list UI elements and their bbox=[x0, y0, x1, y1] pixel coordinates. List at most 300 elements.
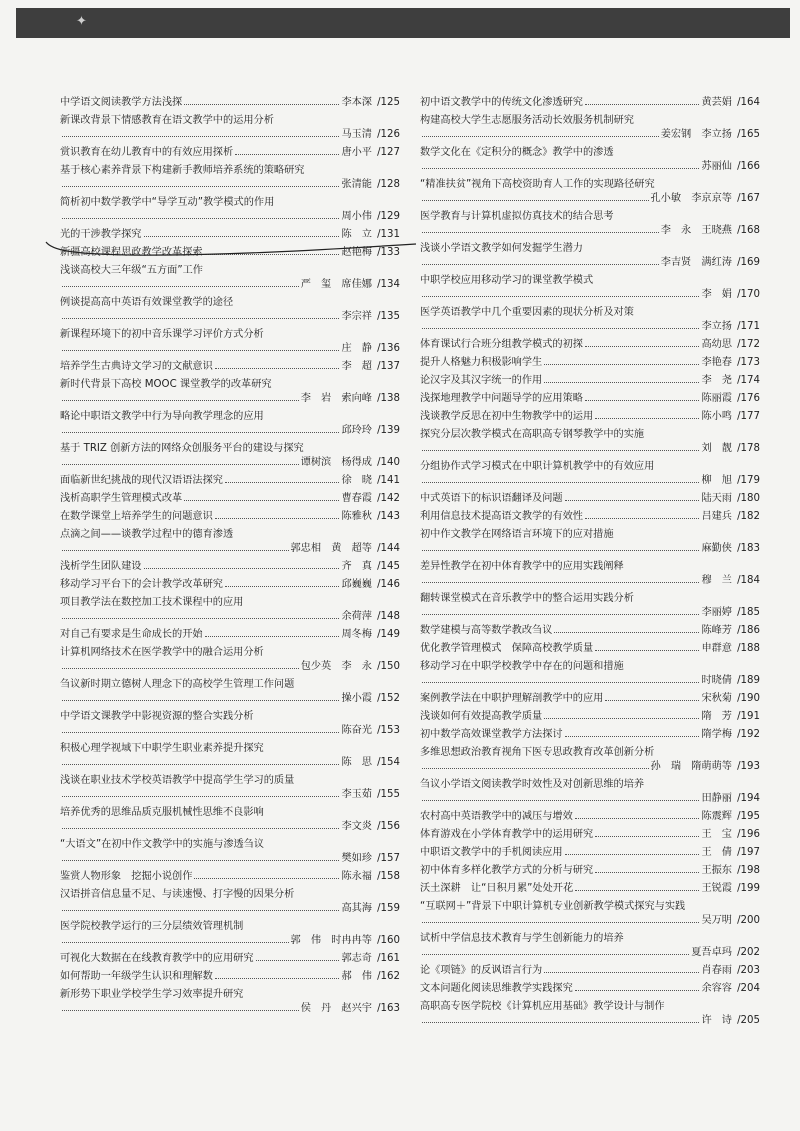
entry-title: 差异性教学在初中体育教学中的应用实践阐释 bbox=[420, 561, 624, 572]
dot-leader bbox=[215, 977, 340, 979]
toc-entry bbox=[420, 528, 760, 556]
entry-page: /194 bbox=[737, 793, 760, 804]
entry-author-row bbox=[60, 788, 400, 802]
entry-title: 对自己有要求是生命成长的开始 bbox=[60, 629, 203, 640]
entry-author: 柳 旭 bbox=[701, 475, 732, 486]
entry-page: /188 bbox=[737, 643, 760, 654]
entry-author: 齐 真 bbox=[341, 561, 372, 572]
entry-author-row bbox=[60, 392, 400, 406]
entry-author: 陈峰芳 bbox=[701, 625, 732, 636]
entry-row bbox=[60, 870, 400, 884]
toc-entry bbox=[60, 114, 400, 142]
entry-author: 徐 晓 bbox=[341, 475, 372, 486]
entry-author: 高其海 bbox=[341, 903, 372, 914]
entry-author-row bbox=[60, 542, 400, 556]
toc-entry bbox=[60, 920, 400, 948]
entry-row bbox=[420, 964, 760, 978]
entry-author: 余荷萍 bbox=[341, 611, 372, 622]
toc-entry bbox=[420, 114, 760, 142]
entry-page: /197 bbox=[737, 847, 760, 858]
entry-author-row bbox=[420, 160, 760, 174]
dot-leader bbox=[62, 795, 339, 797]
entry-page: /137 bbox=[377, 361, 400, 372]
dot-leader bbox=[422, 295, 699, 297]
entry-title: 例谈提高高中英语有效课堂教学的途径 bbox=[60, 297, 234, 308]
entry-title: 计算机网络技术在医学教学中的融合运用分析 bbox=[60, 647, 264, 658]
toc-entry bbox=[420, 778, 760, 806]
dot-leader bbox=[225, 481, 339, 483]
entry-title: 略论中职语文教学中行为导向教学理念的应用 bbox=[60, 411, 264, 422]
toc-entry bbox=[60, 410, 400, 438]
toc-entry bbox=[60, 678, 400, 706]
dot-leader bbox=[62, 135, 339, 137]
entry-title: 医学教育与计算机虚拟仿真技术的结合思考 bbox=[420, 211, 614, 222]
toc-entry bbox=[420, 492, 760, 506]
entry-page: /202 bbox=[737, 947, 760, 958]
entry-author: 郝 伟 bbox=[341, 971, 372, 982]
entry-page: /152 bbox=[377, 693, 400, 704]
entry-page: /159 bbox=[377, 903, 400, 914]
entry-author: 孙 瑞 隋萌萌等 bbox=[650, 761, 732, 772]
dot-leader bbox=[62, 617, 339, 619]
entry-title: 体育游戏在小学体育教学中的运用研究 bbox=[420, 829, 594, 840]
toc-entry bbox=[420, 882, 760, 896]
entry-page: /189 bbox=[737, 675, 760, 686]
entry-title: 体育课试行合班分组教学模式的初探 bbox=[420, 339, 583, 350]
entry-author: 刘 靓 bbox=[701, 443, 732, 454]
dot-leader bbox=[62, 549, 289, 551]
entry-page: /205 bbox=[737, 1015, 760, 1026]
entry-author: 陈雅秋 bbox=[341, 511, 372, 522]
entry-page: /142 bbox=[377, 493, 400, 504]
entry-author: 田静丽 bbox=[701, 793, 732, 804]
entry-page: /149 bbox=[377, 629, 400, 640]
entry-title: 光的干涉教学探究 bbox=[60, 229, 142, 240]
entry-author: 王 宝 bbox=[701, 829, 732, 840]
toc-entry bbox=[420, 846, 760, 860]
toc-entry bbox=[60, 596, 400, 624]
entry-page: /199 bbox=[737, 883, 760, 894]
entry-row bbox=[420, 96, 760, 110]
dot-leader bbox=[422, 1021, 699, 1023]
entry-author: 麻勤侠 bbox=[701, 543, 732, 554]
toc-entry bbox=[60, 96, 400, 110]
entry-row bbox=[60, 560, 400, 574]
dot-leader bbox=[422, 327, 699, 329]
toc-entry bbox=[420, 624, 760, 638]
entry-author: 谭树滨 杨得成 bbox=[300, 457, 372, 468]
entry-row bbox=[420, 882, 760, 896]
entry-author-row bbox=[60, 756, 400, 770]
entry-author: 宋秋菊 bbox=[701, 693, 732, 704]
entry-title: 试析中学信息技术教育与学生创新能力的培养 bbox=[420, 933, 624, 944]
entry-title: 多维思想政治教育视角下医专思政教育改革创新分析 bbox=[420, 747, 655, 758]
toc-entry bbox=[420, 810, 760, 824]
dot-leader bbox=[575, 817, 700, 819]
entry-author-row bbox=[60, 456, 400, 470]
dot-leader bbox=[544, 381, 699, 383]
entry-author: 李吉贤 满红涛 bbox=[660, 257, 732, 268]
entry-title: “互联网＋”背景下中职计算机专业创新教学模式探究与实践 bbox=[420, 901, 686, 912]
dot-leader bbox=[422, 921, 699, 923]
entry-page: /198 bbox=[737, 865, 760, 876]
entry-author-row bbox=[420, 128, 760, 142]
dot-leader bbox=[585, 103, 699, 105]
entry-title: 农村高中英语教学中的减压与增效 bbox=[420, 811, 573, 822]
toc-entry bbox=[420, 592, 760, 620]
entry-title: 汉语拼音信息量不足、与读速慢、打字慢的因果分析 bbox=[60, 889, 295, 900]
entry-title: 初中作文教学在网络语言环境下的应对措施 bbox=[420, 529, 614, 540]
entry-page: /200 bbox=[737, 915, 760, 926]
dot-leader bbox=[62, 399, 299, 401]
entry-author: 周小伟 bbox=[341, 211, 372, 222]
entry-title: 浅探地理教学中问题导学的应用策略 bbox=[420, 393, 583, 404]
entry-author: 孔小敏 李京京等 bbox=[650, 193, 732, 204]
entry-title: “大语文”在初中作文教学中的实施与渗透刍议 bbox=[60, 839, 265, 850]
toc-entry bbox=[60, 774, 400, 802]
entry-title: 初中数学高效课堂教学方法探讨 bbox=[420, 729, 563, 740]
entry-row bbox=[420, 624, 760, 638]
entry-page: /143 bbox=[377, 511, 400, 522]
entry-page: /204 bbox=[737, 983, 760, 994]
entry-author: 李本深 bbox=[341, 97, 372, 108]
entry-author-row bbox=[60, 1002, 400, 1016]
dot-leader bbox=[62, 1009, 299, 1011]
entry-author: 邱玲玲 bbox=[341, 425, 372, 436]
entry-title: 论《项链》的反讽语言行为 bbox=[420, 965, 543, 976]
entry-author: 李立扬 bbox=[701, 321, 732, 332]
entry-author: 张清能 bbox=[341, 179, 372, 190]
dot-leader bbox=[62, 859, 339, 861]
entry-title: 文本问题化阅读思维教学实践探究 bbox=[420, 983, 573, 994]
toc-entry bbox=[60, 328, 400, 356]
entry-title: 简析初中数学教学中“导学互动”教学模式的作用 bbox=[60, 197, 275, 208]
toc-entry bbox=[420, 242, 760, 270]
entry-page: /126 bbox=[377, 129, 400, 140]
toc-entry bbox=[60, 264, 400, 292]
entry-author-row bbox=[420, 760, 760, 774]
entry-title: 分组协作式学习模式在中职计算机教学中的有效应用 bbox=[420, 461, 655, 472]
entry-page: /158 bbox=[377, 871, 400, 882]
entry-author: 邱巍巍 bbox=[341, 579, 372, 590]
entry-author: 李 永 王晓燕 bbox=[660, 225, 732, 236]
toc-entry bbox=[60, 528, 400, 556]
entry-author: 马玉清 bbox=[341, 129, 372, 140]
entry-page: /139 bbox=[377, 425, 400, 436]
toc-entry bbox=[420, 828, 760, 842]
toc-entry bbox=[60, 838, 400, 866]
entry-author: 时晓倩 bbox=[701, 675, 732, 686]
dot-leader bbox=[184, 499, 339, 501]
entry-title: 医学院校教学运行的三分层绩效管理机制 bbox=[60, 921, 244, 932]
entry-author-row bbox=[60, 424, 400, 438]
entry-title: 如何帮助一年级学生认识和理解数 bbox=[60, 971, 213, 982]
entry-author: 许 诗 bbox=[701, 1015, 732, 1026]
entry-title: 中学语文课教学中影视资源的整合实践分析 bbox=[60, 711, 254, 722]
entry-author: 侯 丹 赵兴宇 bbox=[300, 1003, 372, 1014]
entry-title: 积极心理学视域下中职学生职业素养提升探究 bbox=[60, 743, 264, 754]
entry-author-row bbox=[420, 474, 760, 488]
entry-title: 新形势下职业学校学生学习效率提升研究 bbox=[60, 989, 244, 1000]
entry-author: 李丽婷 bbox=[701, 607, 732, 618]
entry-title: 可视化大数据在在线教育教学中的应用研究 bbox=[60, 953, 254, 964]
entry-page: /154 bbox=[377, 757, 400, 768]
entry-author-row bbox=[60, 692, 400, 706]
entry-title: 浅谈教学反思在初中生物教学中的运用 bbox=[420, 411, 594, 422]
entry-author-row bbox=[60, 178, 400, 192]
entry-page: /161 bbox=[377, 953, 400, 964]
entry-author: 严 玺 席佳娜 bbox=[300, 279, 372, 290]
toc-entry bbox=[420, 428, 760, 456]
entry-row bbox=[420, 828, 760, 842]
dot-leader bbox=[62, 731, 339, 733]
dot-leader bbox=[575, 989, 700, 991]
dot-leader bbox=[422, 767, 649, 769]
toc-entry bbox=[60, 870, 400, 884]
entry-author-row bbox=[60, 210, 400, 224]
toc-entry bbox=[60, 146, 400, 160]
entry-author: 王振东 bbox=[701, 865, 732, 876]
toc-right-column bbox=[420, 96, 760, 1032]
entry-page: /190 bbox=[737, 693, 760, 704]
entry-page: /186 bbox=[737, 625, 760, 636]
toc-entry bbox=[60, 970, 400, 984]
entry-author-row bbox=[60, 724, 400, 738]
toc-entry bbox=[420, 982, 760, 996]
dot-leader bbox=[585, 345, 699, 347]
toc-entry bbox=[60, 492, 400, 506]
entry-row bbox=[60, 146, 400, 160]
toc-entry bbox=[60, 628, 400, 642]
toc-entry bbox=[60, 710, 400, 738]
dot-leader bbox=[422, 481, 699, 483]
entry-author: 李 尧 bbox=[701, 375, 732, 386]
toc-entry bbox=[420, 510, 760, 524]
entry-row bbox=[420, 710, 760, 724]
entry-page: /153 bbox=[377, 725, 400, 736]
entry-page: /164 bbox=[737, 97, 760, 108]
entry-author: 余容容 bbox=[701, 983, 732, 994]
entry-row bbox=[420, 510, 760, 524]
entry-title: 中职学校应用移动学习的课堂教学模式 bbox=[420, 275, 594, 286]
dot-leader bbox=[194, 877, 339, 879]
entry-author-row bbox=[420, 946, 760, 960]
entry-page: /128 bbox=[377, 179, 400, 190]
dot-leader bbox=[565, 499, 700, 501]
dot-leader bbox=[422, 231, 659, 233]
dot-leader bbox=[62, 699, 339, 701]
entry-author-row bbox=[420, 320, 760, 334]
entry-page: /129 bbox=[377, 211, 400, 222]
toc-entry bbox=[420, 642, 760, 656]
entry-author: 陈 立 bbox=[341, 229, 372, 240]
entry-page: /185 bbox=[737, 607, 760, 618]
entry-page: /150 bbox=[377, 661, 400, 672]
entry-author-row bbox=[60, 342, 400, 356]
entry-title: 刍议小学语文阅读教学时效性及对创新思维的培养 bbox=[420, 779, 645, 790]
scan-corner-mark: ✦ bbox=[76, 14, 87, 29]
entry-title: 案例教学法在中职护理解剖教学中的应用 bbox=[420, 693, 604, 704]
entry-author-row bbox=[420, 256, 760, 270]
toc-entry bbox=[420, 306, 760, 334]
toc-entry bbox=[420, 1000, 760, 1028]
entry-title: 赏识教育在幼儿教育中的有效应用探析 bbox=[60, 147, 234, 158]
entry-page: /148 bbox=[377, 611, 400, 622]
entry-title: 基于核心素养背景下构建新手教师培养系统的策略研究 bbox=[60, 165, 305, 176]
toc-entry bbox=[420, 728, 760, 742]
entry-page: /182 bbox=[737, 511, 760, 522]
entry-page: /146 bbox=[377, 579, 400, 590]
entry-page: /191 bbox=[737, 711, 760, 722]
entry-page: /183 bbox=[737, 543, 760, 554]
entry-author: 李艳春 bbox=[701, 357, 732, 368]
entry-page: /131 bbox=[377, 229, 400, 240]
entry-page: /192 bbox=[737, 729, 760, 740]
entry-page: /171 bbox=[737, 321, 760, 332]
entry-page: /177 bbox=[737, 411, 760, 422]
entry-author-row bbox=[60, 934, 400, 948]
entry-title: 培养学生古典诗文学习的文献意识 bbox=[60, 361, 213, 372]
entry-page: /134 bbox=[377, 279, 400, 290]
dot-leader bbox=[575, 889, 699, 891]
dot-leader bbox=[62, 763, 339, 765]
dot-leader bbox=[422, 199, 649, 201]
entry-author: 姜宏钢 李立扬 bbox=[660, 129, 732, 140]
entry-row bbox=[60, 970, 400, 984]
entry-author-row bbox=[420, 288, 760, 302]
entry-author-row bbox=[420, 574, 760, 588]
toc-entry bbox=[420, 746, 760, 774]
dot-leader bbox=[585, 517, 699, 519]
entry-author-row bbox=[60, 820, 400, 834]
dot-leader bbox=[62, 941, 289, 943]
dot-leader bbox=[62, 463, 299, 465]
dot-leader bbox=[144, 567, 340, 569]
entry-title: 基于 TRIZ 创新方法的网络众创服务平台的建设与探究 bbox=[60, 443, 304, 454]
entry-author: 王 倩 bbox=[701, 847, 732, 858]
toc-entry bbox=[420, 660, 760, 688]
toc-entry bbox=[420, 96, 760, 110]
entry-title: 提升人格魅力积极影响学生 bbox=[420, 357, 543, 368]
entry-author: 李文炎 bbox=[341, 821, 372, 832]
toc-entry bbox=[60, 474, 400, 488]
dot-leader bbox=[422, 135, 659, 137]
entry-page: /203 bbox=[737, 965, 760, 976]
dot-leader bbox=[595, 871, 699, 873]
entry-title: 中学语文阅读教学方法浅探 bbox=[60, 97, 183, 108]
entry-author: 隋学梅 bbox=[701, 729, 732, 740]
entry-author-row bbox=[420, 674, 760, 688]
entry-title: 中职语文教学中的手机阅读应用 bbox=[420, 847, 563, 858]
entry-author: 唐小平 bbox=[341, 147, 372, 158]
toc-entry bbox=[420, 692, 760, 706]
entry-title: 新课改背景下情感教育在语文教学中的运用分析 bbox=[60, 115, 274, 126]
entry-author: 李 超 bbox=[341, 361, 372, 372]
entry-title: 移动学习平台下的会计教学改革研究 bbox=[60, 579, 223, 590]
entry-page: /162 bbox=[377, 971, 400, 982]
toc-entry bbox=[420, 146, 760, 174]
entry-title: 利用信息技术提高语文教学的有效性 bbox=[420, 511, 583, 522]
toc-entry bbox=[420, 374, 760, 388]
entry-title: 探究分层次教学模式在高职高专钢琴教学中的实施 bbox=[420, 429, 645, 440]
dot-leader bbox=[62, 185, 339, 187]
entry-author-row bbox=[420, 442, 760, 456]
dot-leader bbox=[595, 835, 699, 837]
entry-page: /168 bbox=[737, 225, 760, 236]
entry-page: /176 bbox=[737, 393, 760, 404]
toc-entry bbox=[60, 806, 400, 834]
entry-author: 李 岩 索向峰 bbox=[300, 393, 372, 404]
entry-page: /167 bbox=[737, 193, 760, 204]
entry-title: 论汉字及其汉字统一的作用 bbox=[420, 375, 543, 386]
entry-author: 包少英 李 永 bbox=[300, 661, 372, 672]
toc-entry bbox=[60, 378, 400, 406]
entry-row bbox=[60, 952, 400, 966]
entry-author: 郭忠相 黄 超等 bbox=[290, 543, 372, 554]
entry-page: /144 bbox=[377, 543, 400, 554]
dot-leader bbox=[422, 581, 699, 583]
dot-leader bbox=[184, 103, 339, 105]
entry-page: /160 bbox=[377, 935, 400, 946]
toc-entry bbox=[60, 988, 400, 1016]
entry-author: 隋 芳 bbox=[701, 711, 732, 722]
dot-leader bbox=[62, 317, 339, 319]
dot-leader bbox=[215, 367, 340, 369]
entry-author: 庄 静 bbox=[341, 343, 372, 354]
entry-title: 浅谈在职业技术学校英语教学中提高学生学习的质量 bbox=[60, 775, 295, 786]
entry-author: 申群意 bbox=[701, 643, 732, 654]
entry-row bbox=[420, 692, 760, 706]
entry-title: 浅谈小学语文教学如何发掘学生潜力 bbox=[420, 243, 583, 254]
entry-author: 曹春霞 bbox=[341, 493, 372, 504]
toc-entry bbox=[420, 356, 760, 370]
entry-author: 陆天雨 bbox=[701, 493, 732, 504]
toc-entry bbox=[420, 964, 760, 978]
entry-author: 陈永福 bbox=[341, 871, 372, 882]
entry-title: 新课程环境下的初中音乐课学习评价方式分析 bbox=[60, 329, 264, 340]
entry-author: 郭志奇 bbox=[341, 953, 372, 964]
entry-page: /157 bbox=[377, 853, 400, 864]
entry-page: /156 bbox=[377, 821, 400, 832]
entry-author: 陈 思 bbox=[341, 757, 372, 768]
dot-leader bbox=[422, 549, 699, 551]
entry-author-row bbox=[60, 278, 400, 292]
entry-row bbox=[60, 510, 400, 524]
dot-leader bbox=[422, 799, 699, 801]
entry-page: /170 bbox=[737, 289, 760, 300]
dot-leader bbox=[422, 953, 689, 955]
entry-author: 吴万明 bbox=[701, 915, 732, 926]
dot-leader bbox=[205, 635, 340, 637]
toc-entry bbox=[420, 864, 760, 878]
entry-page: /196 bbox=[737, 829, 760, 840]
entry-page: /141 bbox=[377, 475, 400, 486]
entry-author-row bbox=[420, 1014, 760, 1028]
dot-leader bbox=[565, 853, 700, 855]
entry-title: 培养优秀的思维品质克服机械性思维不良影响 bbox=[60, 807, 264, 818]
entry-page: /193 bbox=[737, 761, 760, 772]
entry-row bbox=[420, 642, 760, 656]
dot-leader bbox=[62, 285, 299, 287]
toc-entry bbox=[420, 710, 760, 724]
entry-title: 在数学课堂上培养学生的问题意识 bbox=[60, 511, 213, 522]
entry-author: 陈丽霞 bbox=[701, 393, 732, 404]
entry-row bbox=[420, 492, 760, 506]
dot-leader bbox=[585, 399, 699, 401]
entry-row bbox=[60, 578, 400, 592]
entry-author-row bbox=[60, 310, 400, 324]
dot-leader bbox=[422, 263, 659, 265]
